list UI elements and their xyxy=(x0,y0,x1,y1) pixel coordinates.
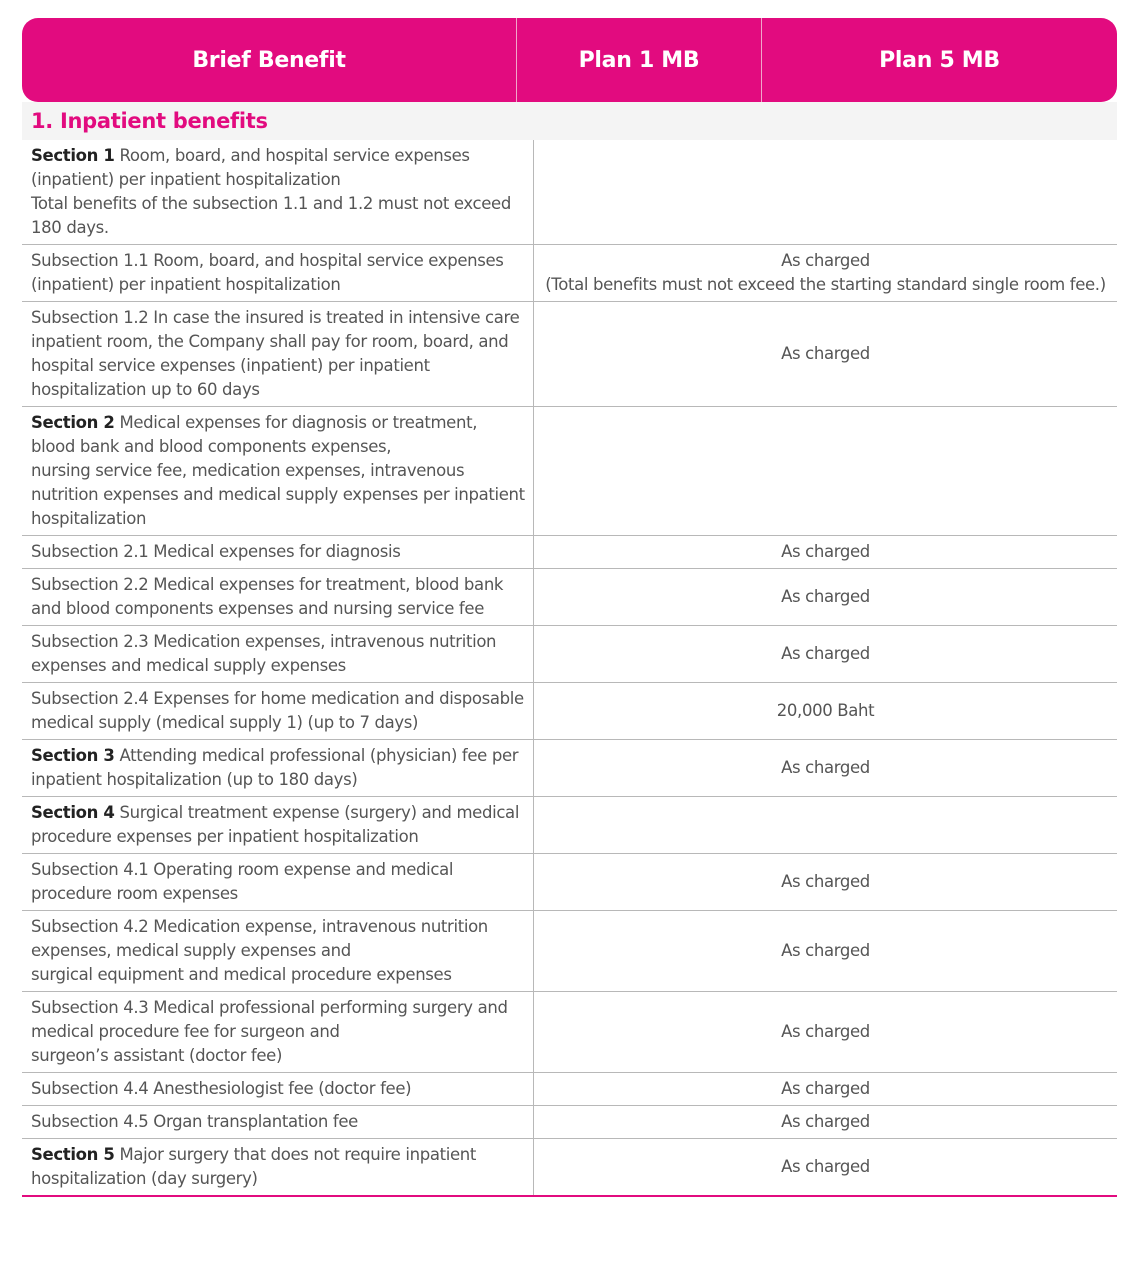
description-text: Subsection 2.3 Medication expenses, intravenous nutrition expenses and medical supply expenses xyxy=(31,632,497,675)
value-text: As charged xyxy=(781,644,870,663)
description-text: Subsection 1.1 Room, board, and hospital service expenses (inpatient) per inpatient hospitalization xyxy=(31,251,504,294)
benefit-description xyxy=(22,140,534,245)
section-label: Section 1 xyxy=(31,146,115,165)
table-row xyxy=(22,854,1117,911)
benefit-description xyxy=(22,407,534,536)
value-text: As charged xyxy=(781,941,870,960)
benefit-description xyxy=(22,797,534,854)
description-text: Subsection 4.2 Medication expense, intravenous nutrition expenses, medical supply expenses and xyxy=(31,917,488,960)
plan-value xyxy=(534,854,1118,911)
table-row xyxy=(22,1139,1117,1197)
table-row xyxy=(22,1073,1117,1106)
description-text: Attending medical professional (physician) fee per inpatient hospitalization (up to 180 days) xyxy=(31,746,519,789)
value-text: As charged xyxy=(781,587,870,606)
description-text: Medical expenses for diagnosis or treatment, blood bank and blood components expenses, xyxy=(31,413,478,456)
plan-value xyxy=(534,740,1118,797)
benefit-description xyxy=(22,683,534,740)
value-text: 20,000 Baht xyxy=(776,701,875,720)
benefit-rows xyxy=(22,140,1117,1197)
description-text: Subsection 1.2 In case the insured is treated in intensive care inpatient room, the Company shall pay for room, board, and hospital service expenses (inpatient) per inpatient hospitalization up to 60 days xyxy=(31,308,520,399)
table-header xyxy=(22,18,1117,102)
plan-value xyxy=(534,797,1118,854)
benefit-description xyxy=(22,569,534,626)
description-text-continued: surgeon’s assistant (doctor fee) xyxy=(31,1046,283,1065)
benefit-description xyxy=(22,1139,534,1197)
benefit-description xyxy=(22,536,534,569)
description-text: Subsection 4.5 Organ transplantation fee xyxy=(31,1112,358,1131)
benefit-description xyxy=(22,626,534,683)
description-text: Subsection 2.2 Medical expenses for treatment, blood bank and blood components expenses and nursing service fee xyxy=(31,575,504,618)
value-text: As charged xyxy=(781,542,870,561)
section-label: Section 5 xyxy=(31,1145,115,1164)
table-row xyxy=(22,683,1117,740)
plan-value xyxy=(534,245,1118,302)
table-row xyxy=(22,569,1117,626)
plan-value xyxy=(534,911,1118,992)
description-text: Surgical treatment expense (surgery) and medical procedure expenses per inpatient hospitalization xyxy=(31,803,520,846)
description-text: Major surgery that does not require inpatient hospitalization (day surgery) xyxy=(31,1145,476,1188)
plan-value xyxy=(534,569,1118,626)
plan-value xyxy=(534,407,1118,536)
table-row xyxy=(22,302,1117,407)
value-text: As charged xyxy=(781,1022,870,1041)
description-text: Subsection 4.1 Operating room expense and medical procedure room expenses xyxy=(31,860,454,903)
value-note: (Total benefits must not exceed the starting standard single room fee.) xyxy=(545,275,1106,294)
plan-value xyxy=(534,536,1118,569)
benefit-description xyxy=(22,245,534,302)
benefit-description xyxy=(22,992,534,1073)
header-plan-5: Plan 5 MB xyxy=(879,47,1000,73)
table-row xyxy=(22,140,1117,245)
section-title: 1. Inpatient benefits xyxy=(22,102,1117,140)
value-text: As charged xyxy=(781,1112,870,1131)
benefit-description xyxy=(22,1106,534,1139)
benefit-description xyxy=(22,1073,534,1106)
description-text-continued: Total benefits of the subsection 1.1 and 1.2 must not exceed 180 days. xyxy=(31,194,511,237)
description-text: Subsection 2.4 Expenses for home medication and disposable medical supply (medical supply 1) (up to 7 days) xyxy=(31,689,524,732)
value-text: As charged xyxy=(781,344,870,363)
table-row xyxy=(22,911,1117,992)
value-text: As charged xyxy=(781,758,870,777)
plan-value xyxy=(534,140,1118,245)
plan-value xyxy=(534,302,1118,407)
table-row xyxy=(22,536,1117,569)
benefit-description xyxy=(22,740,534,797)
benefit-description xyxy=(22,911,534,992)
section-label: Section 2 xyxy=(31,413,115,432)
value-text: As charged xyxy=(781,1079,870,1098)
plan-value xyxy=(534,1073,1118,1106)
plan-value xyxy=(534,992,1118,1073)
table-row xyxy=(22,626,1117,683)
plan-value xyxy=(534,1139,1118,1197)
plan-value xyxy=(534,1106,1118,1139)
description-text: Subsection 2.1 Medical expenses for diagnosis xyxy=(31,542,401,561)
section-label: Section 3 xyxy=(31,746,115,765)
plan-value xyxy=(534,683,1118,740)
description-text: Room, board, and hospital service expenses (inpatient) per inpatient hospitalization xyxy=(31,146,470,189)
value-text: As charged xyxy=(781,872,870,891)
table-row xyxy=(22,245,1117,302)
description-text-continued: nursing service fee, medication expenses, intravenous nutrition expenses and medical supply expenses per inpatient hospitalization xyxy=(31,461,525,528)
value-text: As charged xyxy=(781,1157,870,1176)
value-text: As charged xyxy=(781,251,870,270)
table-row xyxy=(22,407,1117,536)
table-row xyxy=(22,797,1117,854)
description-text-continued: surgical equipment and medical procedure expenses xyxy=(31,965,452,984)
benefit-description xyxy=(22,302,534,407)
table-row xyxy=(22,1106,1117,1139)
header-plan-1: Plan 1 MB xyxy=(517,18,762,102)
table-row xyxy=(22,992,1117,1073)
benefits-table xyxy=(22,18,1117,1197)
table-row xyxy=(22,740,1117,797)
benefit-description xyxy=(22,854,534,911)
header-brief-benefit: Brief Benefit xyxy=(22,18,517,102)
plan-value xyxy=(534,626,1118,683)
description-text: Subsection 4.4 Anesthesiologist fee (doctor fee) xyxy=(31,1079,412,1098)
description-text: Subsection 4.3 Medical professional performing surgery and medical procedure fee for surgeon and xyxy=(31,998,508,1041)
section-label: Section 4 xyxy=(31,803,115,822)
